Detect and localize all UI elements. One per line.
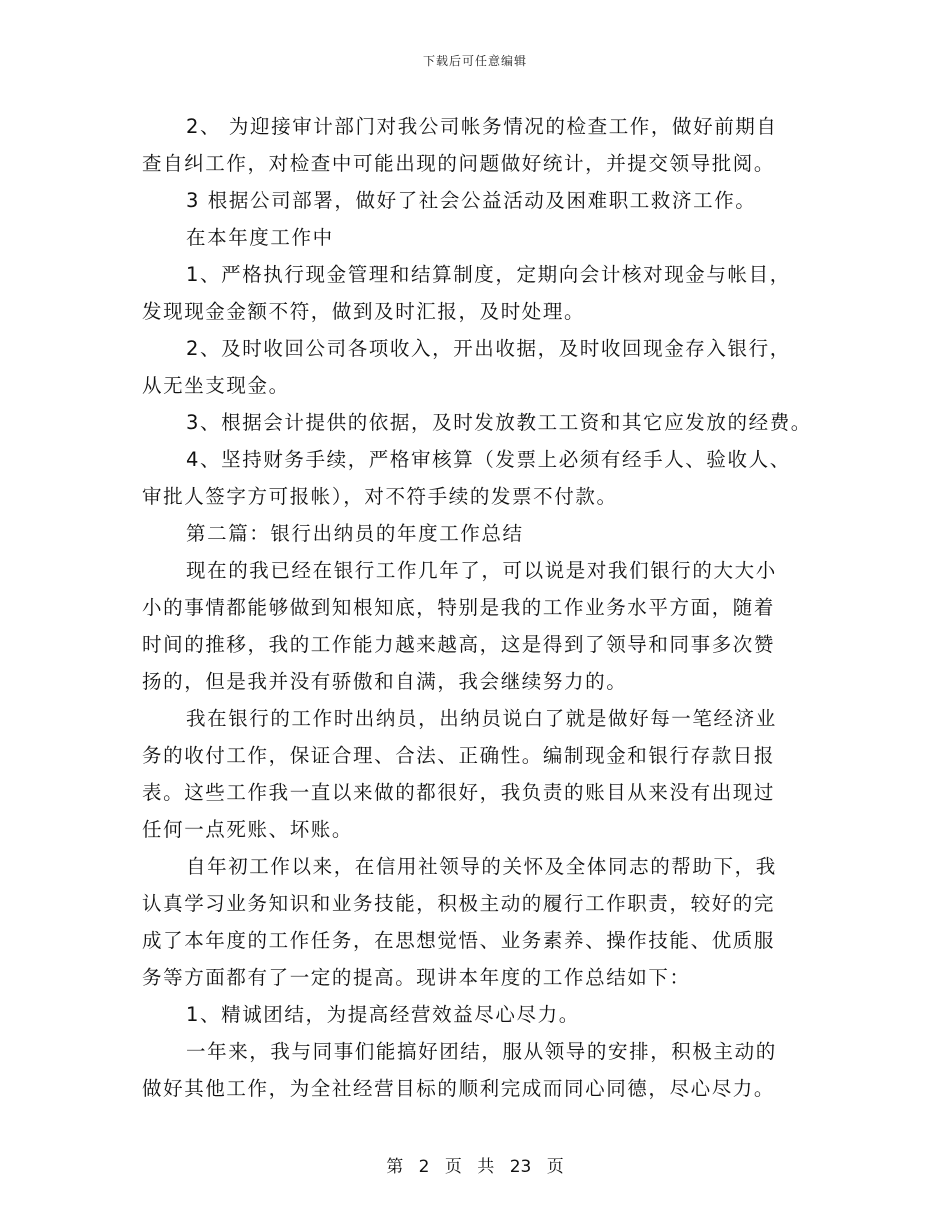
page-header-note: 下载后可任意编辑 [422,54,527,68]
text-line: 认真学习业务知识和业务技能，积极主动的履行工作职责，较好的完 [142,892,776,915]
text-line: 3 根据公司部署，做好了社会公益活动及困难职工救济工作。 [186,189,757,212]
footer-label-after: 页 [546,1157,564,1177]
text-line: 现在的我已经在银行工作几年了，可以说是对我们银行的大大小 [186,559,777,582]
text-line: 发现现金金额不符，做到及时汇报，及时处理。 [142,300,586,323]
text-line: 务等方面都有了一定的提高。现讲本年度的工作总结如下： [142,966,691,989]
text-line: 自年初工作以来，在信用社领导的关怀及全体同志的帮助下，我 [186,855,777,878]
document-body [142,108,842,1107]
text-line: 2、 为迎接审计部门对我公司帐务情况的检查工作，做好前期自 [186,115,778,138]
footer-label-middle: 页 [444,1157,462,1177]
text-line: 务的收付工作，保证合理、合法、正确性。编制现金和银行存款日报 [142,744,776,767]
text-line: 2、及时收回公司各项收入，开出收据，及时收回现金存入银行， [186,337,791,360]
text-line: 我在银行的工作时出纳员，出纳员说白了就是做好每一笔经济业 [186,707,777,730]
footer-label-before: 第 [386,1157,404,1177]
text-line: 时间的推移，我的工作能力越来越高，这是得到了领导和同事多次赞 [142,633,776,656]
text-line: 第二篇：银行出纳员的年度工作总结 [186,522,524,545]
footer-label-total: 共 [477,1157,495,1177]
text-line: 小的事情都能够做到知根知底，特别是我的工作业务水平方面，随着 [142,596,776,619]
text-line: 做好其他工作，为全社经营目标的顺利完成而同心同德，尽心尽力。 [142,1077,776,1100]
text-line: 在本年度工作中 [186,226,334,249]
text-line: 4、坚持财务手续，严格审核算（发票上必须有经手人、验收人、 [186,448,791,471]
text-line: 1、严格执行现金管理和结算制度，定期向会计核对现金与帐目， [186,263,791,286]
text-line: 扬的，但是我并没有骄傲和自满，我会继续努力的。 [142,670,628,693]
text-line: 查自纠工作，对检查中可能出现的问题做好统计，并提交领导批阅。 [142,152,776,175]
text-line: 成了本年度的工作任务，在思想觉悟、业务素养、操作技能、优质服 [142,929,776,952]
text-line: 任何一点死账、坏账。 [142,818,354,841]
text-line: 从无坐支现金。 [142,374,290,397]
text-line: 审批人签字方可报帐），对不符手续的发票不付款。 [142,485,618,508]
text-line: 一年来，我与同事们能搞好团结，服从领导的安排，积极主动的 [186,1040,777,1063]
text-line: 1、精诚团结，为提高经营效益尽心尽力。 [186,1003,580,1026]
text-line: 表。这些工作我一直以来做的都很好，我负责的账目从来没有出现过 [142,781,776,804]
page-footer [0,1152,950,1177]
footer-page-number: 2 [418,1157,430,1177]
text-line: 3、根据会计提供的依据，及时发放教工工资和其它应发放的经费。 [186,411,812,434]
footer-total-pages: 23 [509,1157,532,1177]
